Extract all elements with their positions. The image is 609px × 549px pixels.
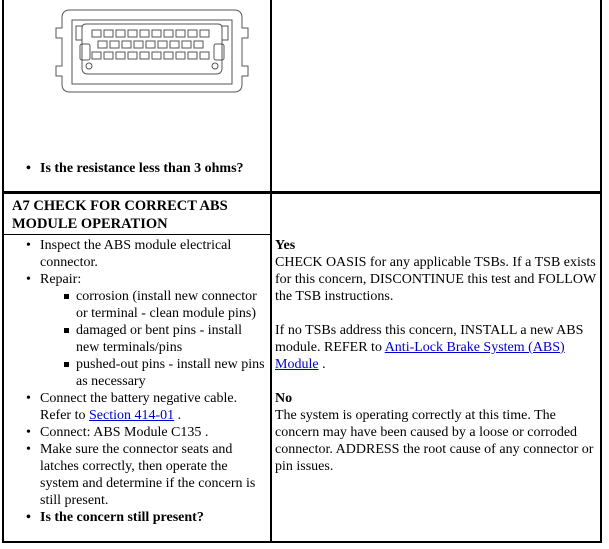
repair-subitem: damaged or bent pins - install new terminals/pins [2,322,268,356]
table-border-bottom [2,541,602,543]
refer-suffix: . [177,408,182,423]
no-tsb-paragraph [275,322,597,373]
step-instructions [2,237,268,526]
no-label: No [275,391,293,406]
table-column-divider [270,0,272,543]
repair-subitem: pushed-out pins - install new pins as necessary [2,356,268,390]
diagnostic-table [2,0,604,543]
heading-divider [4,234,270,235]
yes-text: CHECK OASIS for any applicable TSBs. If a TSB exists for this concern, DISCONTINUE this test and FOLLOW the TSB instructions. [275,255,596,304]
yes-label: Yes [275,238,296,253]
question-item: • Is the resistance less than 3 ohms? [2,160,268,177]
list-item: • Inspect the ABS module electrical connector. [2,237,268,271]
battery-instruction: Connect the battery negative cable. [40,391,238,406]
abs-suffix: . [322,357,326,372]
no-tsb-text: If no TSBs address this concern, INSTALL a new ABS module. REFER to [275,323,584,355]
connector-face-illustration [52,4,252,94]
abs-module-link[interactable]: Anti-Lock Brake System (ABS) Module [275,340,565,372]
list-item [2,390,268,424]
resistance-question [2,160,268,177]
refer-prefix: Refer to [40,408,86,423]
result-column [275,237,597,475]
question-item: • Is the concern still present? [2,509,268,526]
section-414-01-link[interactable]: Section 414-01 [88,408,175,423]
list-item: • Connect: ABS Module C135 . [2,424,268,441]
step-heading: A7 CHECK FOR CORRECT ABS MODULE OPERATION [12,198,228,232]
list-item [2,271,268,390]
repair-subitem: corrosion (install new connector or terminal - clean module pins) [2,288,268,322]
repair-label: Repair: [40,272,82,287]
table-border-right [600,0,602,543]
no-text: The system is operating correctly at this time. The concern may have been caused by a loose or corroded connector. ADDRESS the root cause of any connector or pin issues. [275,408,594,474]
abs-connector-diagram [52,4,252,94]
list-item: • Make sure the connector seats and latches correctly, then operate the system and determine if the concern is still present. [2,441,268,509]
table-row-divider [2,191,602,194]
